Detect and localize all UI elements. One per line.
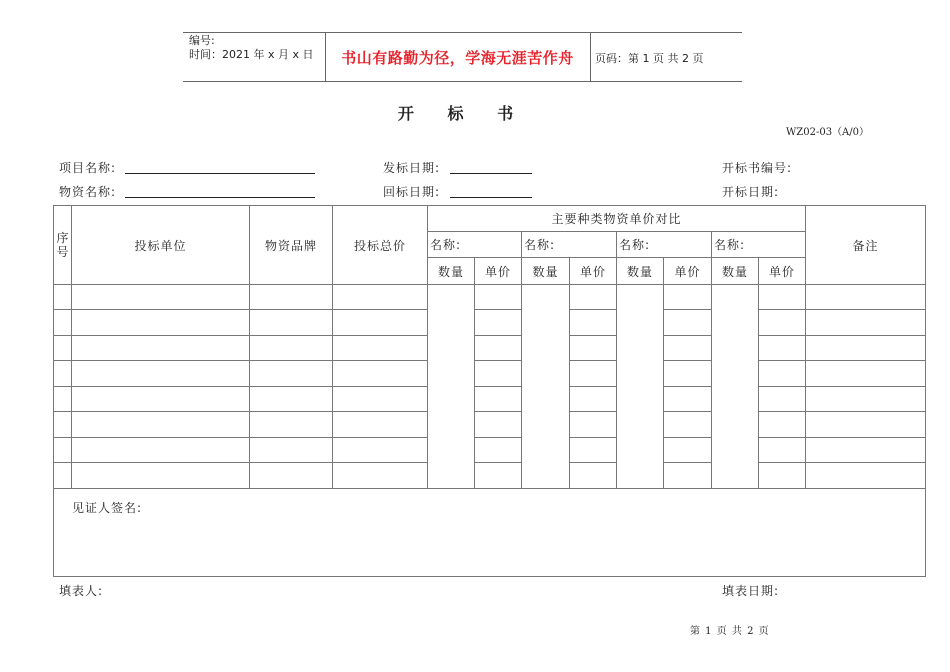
cell[interactable] bbox=[333, 361, 428, 387]
cell[interactable] bbox=[333, 412, 428, 438]
cell[interactable] bbox=[333, 310, 428, 336]
cell[interactable] bbox=[570, 463, 617, 489]
cell[interactable] bbox=[54, 387, 72, 412]
cell[interactable] bbox=[250, 361, 333, 387]
cell[interactable] bbox=[759, 336, 806, 361]
bid-table bbox=[53, 205, 926, 577]
cell[interactable] bbox=[664, 387, 712, 412]
header-bidder: 投标单位 bbox=[72, 206, 250, 285]
table-row bbox=[54, 412, 926, 438]
table-row bbox=[54, 361, 926, 387]
material-name-label: 物资名称: bbox=[59, 185, 117, 199]
material-name-2: 名称: bbox=[522, 232, 617, 258]
filler-label: 填表人: bbox=[59, 584, 104, 598]
cell[interactable] bbox=[333, 285, 428, 310]
cell[interactable] bbox=[333, 463, 428, 489]
header-divider bbox=[590, 33, 591, 81]
page-header bbox=[183, 32, 742, 82]
qty-cell[interactable] bbox=[522, 285, 570, 489]
cell[interactable] bbox=[664, 463, 712, 489]
cell[interactable] bbox=[250, 336, 333, 361]
qty-header: 数量 bbox=[712, 258, 759, 285]
issue-date-label: 发标日期: bbox=[383, 161, 441, 175]
header-total-price: 投标总价 bbox=[333, 206, 428, 285]
cell[interactable] bbox=[333, 387, 428, 412]
table-row bbox=[54, 310, 926, 336]
cell[interactable] bbox=[759, 285, 806, 310]
cell[interactable] bbox=[475, 463, 522, 489]
cell[interactable] bbox=[54, 336, 72, 361]
cell[interactable] bbox=[664, 310, 712, 336]
bid-number-label: 开标书编号: bbox=[722, 161, 793, 175]
cell[interactable] bbox=[759, 412, 806, 438]
header-price-compare: 主要种类物资单价对比 bbox=[428, 206, 806, 232]
issue-date-field[interactable] bbox=[450, 173, 532, 174]
cell[interactable] bbox=[250, 412, 333, 438]
cell[interactable] bbox=[759, 387, 806, 412]
open-date-label: 开标日期: bbox=[722, 185, 780, 199]
cell[interactable] bbox=[806, 387, 926, 412]
material-name-1: 名称: bbox=[428, 232, 522, 258]
cell[interactable] bbox=[250, 285, 333, 310]
header-seq: 序号 bbox=[54, 206, 72, 285]
header-note: 备注 bbox=[806, 206, 926, 285]
price-header: 单价 bbox=[570, 258, 617, 285]
price-header: 单价 bbox=[759, 258, 806, 285]
document-title: 开 标 书 bbox=[397, 104, 528, 123]
project-name-field[interactable] bbox=[125, 173, 315, 174]
cell[interactable] bbox=[570, 387, 617, 412]
material-name-3: 名称: bbox=[617, 232, 712, 258]
cell[interactable] bbox=[664, 361, 712, 387]
fill-date-label: 填表日期: bbox=[722, 584, 780, 598]
header-page-info: 页码：第 1 页 共 2 页 bbox=[595, 52, 704, 65]
price-header: 单价 bbox=[475, 258, 522, 285]
cell[interactable] bbox=[570, 336, 617, 361]
cell[interactable] bbox=[54, 310, 72, 336]
material-name-field[interactable] bbox=[125, 197, 315, 198]
cell[interactable] bbox=[664, 438, 712, 463]
witness-signature-label: 见证人签名: bbox=[72, 501, 143, 515]
qty-header: 数量 bbox=[428, 258, 475, 285]
cell[interactable] bbox=[806, 463, 926, 489]
cell[interactable] bbox=[54, 412, 72, 438]
header-left bbox=[189, 34, 314, 62]
cell[interactable] bbox=[664, 336, 712, 361]
cell[interactable] bbox=[72, 336, 250, 361]
table-row bbox=[54, 285, 926, 310]
header-brand: 物资品牌 bbox=[250, 206, 333, 285]
cell[interactable] bbox=[333, 438, 428, 463]
witness-signature-area[interactable] bbox=[54, 489, 926, 577]
qty-cell[interactable] bbox=[428, 285, 475, 489]
cell[interactable] bbox=[570, 285, 617, 310]
cell[interactable] bbox=[250, 310, 333, 336]
qty-cell[interactable] bbox=[712, 285, 759, 489]
cell[interactable] bbox=[72, 438, 250, 463]
project-name-label: 项目名称: bbox=[59, 161, 117, 175]
cell[interactable] bbox=[72, 285, 250, 310]
cell[interactable] bbox=[759, 463, 806, 489]
qty-header: 数量 bbox=[617, 258, 664, 285]
cell[interactable] bbox=[806, 412, 926, 438]
page-number: 第 1 页 共 2 页 bbox=[690, 626, 770, 637]
table-row bbox=[54, 336, 926, 361]
table-row bbox=[54, 463, 926, 489]
qty-header: 数量 bbox=[522, 258, 570, 285]
table-row bbox=[54, 438, 926, 463]
cell[interactable] bbox=[806, 285, 926, 310]
cell[interactable] bbox=[759, 361, 806, 387]
cell[interactable] bbox=[475, 285, 522, 310]
cell[interactable] bbox=[475, 361, 522, 387]
cell[interactable] bbox=[250, 438, 333, 463]
return-date-field[interactable] bbox=[450, 197, 532, 198]
cell[interactable] bbox=[570, 438, 617, 463]
cell[interactable] bbox=[806, 438, 926, 463]
cell[interactable] bbox=[72, 412, 250, 438]
cell[interactable] bbox=[72, 361, 250, 387]
cell[interactable] bbox=[72, 310, 250, 336]
table-row bbox=[54, 387, 926, 412]
cell[interactable] bbox=[54, 463, 72, 489]
cell[interactable] bbox=[806, 336, 926, 361]
material-name-4: 名称: bbox=[712, 232, 806, 258]
cell[interactable] bbox=[570, 412, 617, 438]
cell[interactable] bbox=[570, 361, 617, 387]
return-date-label: 回标日期: bbox=[383, 185, 441, 199]
cell[interactable] bbox=[72, 463, 250, 489]
cell[interactable] bbox=[250, 463, 333, 489]
cell[interactable] bbox=[54, 438, 72, 463]
cell[interactable] bbox=[570, 310, 617, 336]
cell[interactable] bbox=[475, 412, 522, 438]
number-label: 编号: bbox=[189, 34, 215, 47]
cell[interactable] bbox=[475, 336, 522, 361]
cell[interactable] bbox=[475, 387, 522, 412]
cell[interactable] bbox=[664, 285, 712, 310]
time-label: 时间：2021 年 x 月 x 日 bbox=[189, 48, 314, 61]
price-header: 单价 bbox=[664, 258, 712, 285]
cell[interactable] bbox=[759, 438, 806, 463]
cell[interactable] bbox=[72, 387, 250, 412]
cell[interactable] bbox=[475, 310, 522, 336]
cell[interactable] bbox=[250, 387, 333, 412]
cell[interactable] bbox=[759, 310, 806, 336]
cell[interactable] bbox=[54, 361, 72, 387]
document-code: WZ02-03（A/0） bbox=[786, 127, 870, 138]
header-motto: 书山有路勤为径，学海无涯苦作舟 bbox=[341, 49, 574, 67]
qty-cell[interactable] bbox=[617, 285, 664, 489]
cell[interactable] bbox=[664, 412, 712, 438]
cell[interactable] bbox=[806, 361, 926, 387]
cell[interactable] bbox=[54, 285, 72, 310]
cell[interactable] bbox=[806, 310, 926, 336]
cell[interactable] bbox=[475, 438, 522, 463]
cell[interactable] bbox=[333, 336, 428, 361]
